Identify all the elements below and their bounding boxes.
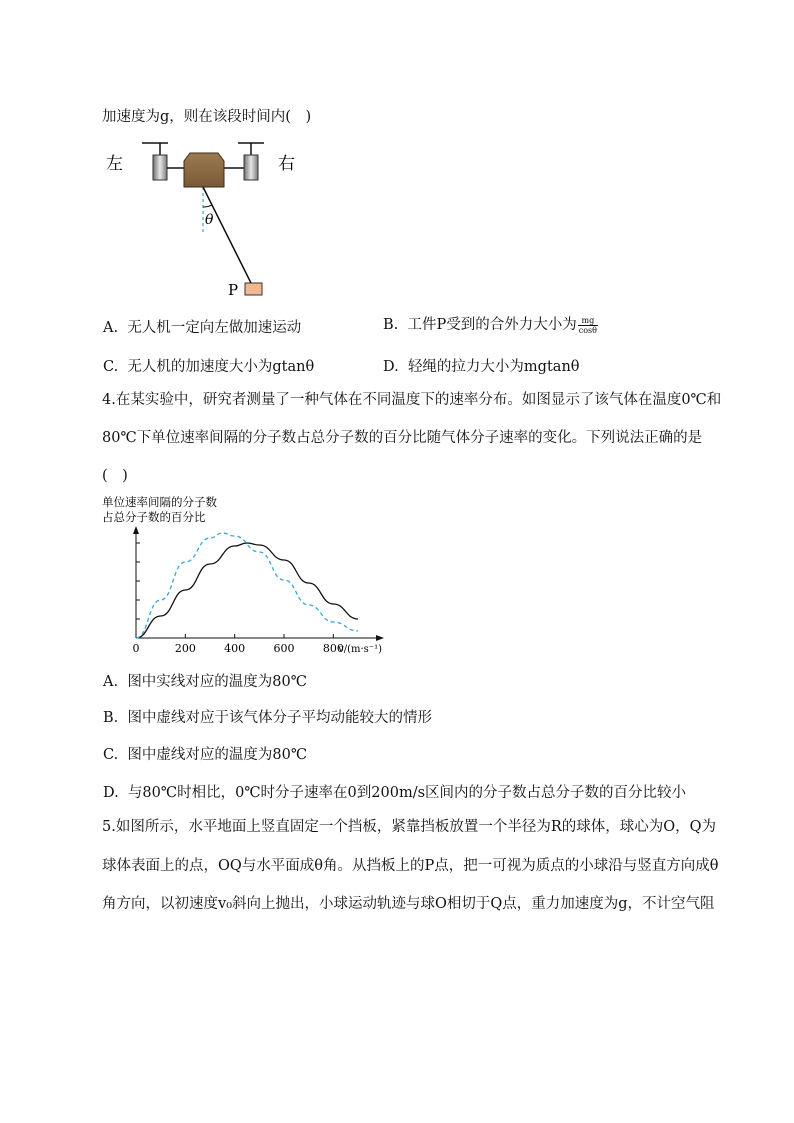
q3-option-b: B. 工件P受到的合外力大小为 $\frac{mg}{\cos\theta}$: [383, 315, 597, 335]
q4-option-c: C. 图中虚线对应的温度为80℃: [103, 747, 308, 763]
x-tick-label: 200: [174, 642, 196, 655]
y-axis-arrow: [133, 526, 139, 534]
right-label: 右: [278, 154, 295, 174]
drone-figure: [100, 135, 320, 305]
p-label: P: [228, 281, 239, 299]
x-tick-label: 600: [273, 642, 295, 655]
q3-option-a: A. 无人机一定向左做加速运动: [103, 320, 302, 336]
drone-body: [184, 153, 224, 187]
x-tick-label: 400: [224, 642, 246, 655]
fraction: $\frac{mg}{\cos\theta}$: [578, 315, 597, 335]
x-axis-label: v/(m·s⁻¹): [338, 644, 382, 655]
q3-option-d: D. 轻绳的拉力大小为mgtanθ: [383, 359, 580, 375]
q4-line-3: ( ): [102, 468, 128, 484]
q3-option-c: C. 无人机的加速度大小为gtanθ: [103, 359, 315, 375]
angle-arc: [203, 205, 212, 207]
y-axis-label: 占总分子数的百分比: [102, 510, 206, 524]
q4-line-1: 4.在某实验中，研究者测量了一种气体在不同温度下的速率分布。如图显示了该气体在温度0℃和: [102, 392, 722, 408]
y-axis-label: 单位速率间隔的分子数: [102, 495, 217, 509]
q4-option-d: D. 与80℃时相比，0℃时分子速率在0到200m/s区间内的分子数占总分子数的百分比较小: [103, 785, 687, 801]
rope: [203, 187, 252, 285]
q5-line-1: 5.如图所示，水平地面上竖直固定一个挡板，紧靠挡板放置一个半径为R的球体，球心为O，Q为: [102, 819, 717, 835]
right-rotor: [224, 143, 264, 180]
q3-intro: 加速度为g，则在该段时间内( ): [102, 109, 312, 125]
dashed-curve: [136, 533, 358, 638]
q4-option-a: A. 图中实线对应的温度为80℃: [103, 674, 307, 690]
x-tick-label: 800: [322, 642, 344, 655]
q5-line-3: 角方向，以初速度v₀斜向上抛出，小球运动轨迹与球O相切于Q点，重力加速度为g，不计空气阻: [102, 896, 715, 912]
theta-label: θ: [205, 212, 214, 228]
q5-line-2: 球体表面上的点，OQ与水平面成θ角。从挡板上的P点，把一可视为质点的小球沿与竖直方向成θ: [102, 858, 719, 874]
velocity-distribution-chart: [100, 490, 400, 660]
q4-option-b: B. 图中虚线对应于该气体分子平均动能较大的情形: [103, 710, 432, 726]
x-tick-label: 0: [132, 642, 140, 655]
left-label: 左: [106, 154, 123, 174]
q4-line-2: 80℃下单位速率间隔的分子数占总分子数的百分比随气体分子速率的变化。下列说法正确的是: [102, 430, 703, 446]
solid-curve: [136, 543, 358, 638]
x-axis-arrow: [376, 635, 384, 641]
workpiece-p: [245, 283, 262, 295]
left-rotor: [142, 143, 184, 180]
